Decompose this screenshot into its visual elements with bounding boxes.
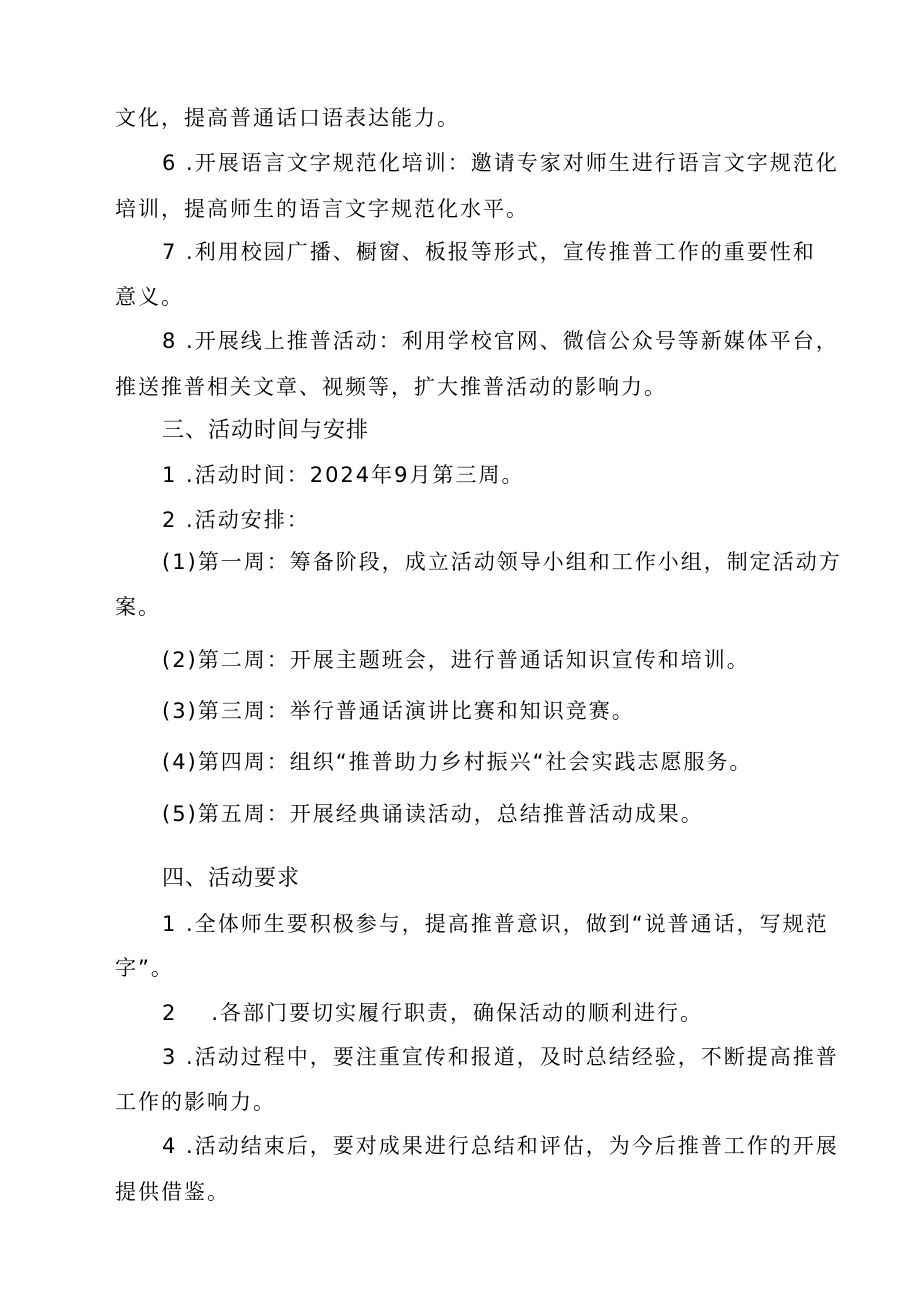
list-item: 1 .活动时间：2024年9月第三周。 <box>162 463 525 487</box>
list-item: 3 .活动过程中，要注重宣传和报道，及时总结经验，不断提高推普 <box>162 1045 839 1069</box>
list-item: (4)第四周：组织“推普助力乡村振兴“社会实践志愿服务。 <box>162 750 753 774</box>
list-item: 案。 <box>115 595 161 619</box>
list-item: (3)第三周：举行普通话演讲比赛和知识竞赛。 <box>162 699 635 723</box>
list-number: 2 <box>162 1001 178 1025</box>
paragraph-line: 培训，提高师生的语言文字规范化水平。 <box>115 197 529 221</box>
list-item: 2 .活动安排： <box>162 508 310 532</box>
paragraph-line: 6 .开展语言文字规范化培训：邀请专家对师生进行语言文字规范化 <box>162 151 839 175</box>
list-item: (2)第二周：开展主题班会，进行普通话知识宣传和培训。 <box>162 648 750 672</box>
list-item: 字”。 <box>115 956 174 980</box>
paragraph-line: 8 .开展线上推普活动：利用学校官网、微信公众号等新媒体平台， <box>162 329 839 353</box>
section-heading: 三、活动时间与安排 <box>162 418 370 443</box>
list-item: (1)第一周：筹备阶段，成立活动领导小组和工作小组，制定活动方 <box>162 550 842 574</box>
list-item: 提供借鉴。 <box>115 1180 230 1204</box>
paragraph-line: 文化，提高普通话口语表达能力。 <box>115 106 460 130</box>
section-heading: 四、活动要求 <box>162 866 301 891</box>
paragraph-line: 推送推普相关文章、视频等，扩大推普活动的影响力。 <box>115 375 667 399</box>
paragraph-line: 意义。 <box>115 285 184 309</box>
list-text: .各部门要切实履行职责，确保活动的顺利进行。 <box>211 1001 704 1025</box>
list-item: 4 .活动结束后，要对成果进行总结和评估，为今后推普工作的开展 <box>162 1134 839 1158</box>
list-item: (5)第五周：开展经典诵读活动，总结推普活动成果。 <box>162 802 704 826</box>
list-item: 工作的影响力。 <box>115 1090 276 1114</box>
list-item <box>162 998 703 1028</box>
list-item: 1 .全体师生要积极参与，提高推普意识，做到“说普通话，写规范 <box>162 912 829 936</box>
paragraph-line: 7 .利用校园广播、橱窗、板报等形式，宣传推普工作的重要性和 <box>162 240 816 264</box>
